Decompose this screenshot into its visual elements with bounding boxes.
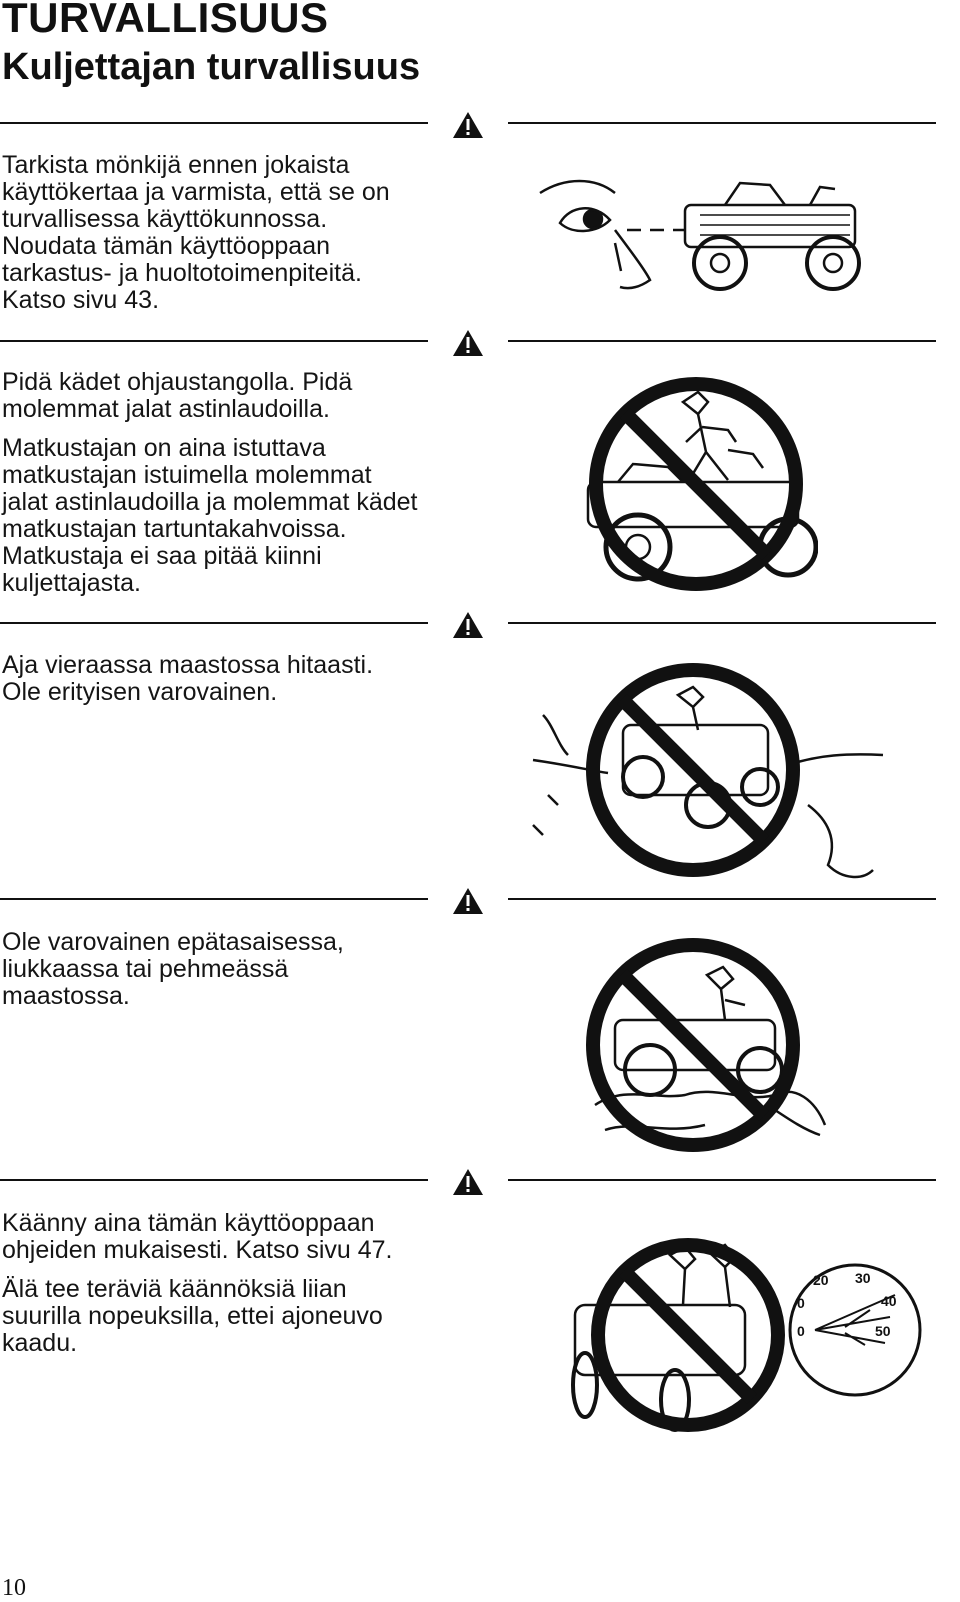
no-standing-rider-illustration [578,372,818,597]
section-divider-left [0,898,428,900]
inspect-atv-illustration [535,175,865,300]
speed-label: 0 [797,1295,805,1311]
section-divider-right [508,898,936,900]
section-2-paragraph: Matkustajan on aina istuttava matkustajan istuimella molemmat jalat astinlaudoilla ja molemmat kädet matkustajan tartuntakahvoissa. Matkustaja ei saa pitää kiinni kuljettajasta. [2,434,418,597]
section-2-paragraph: Pidä kädet ohjaustangolla. Pidä molemmat jalat astinlaudoilla. [2,368,353,423]
section-divider-right [508,622,936,624]
no-sharp-turns-illustration [565,1235,925,1435]
page-number: 10 [2,1575,26,1601]
page-subtitle: Kuljettajan turvallisuus [2,46,421,88]
section-3-paragraph: Aja vieraassa maastossa hitaasti. Ole erityisen varovainen. [2,651,374,706]
section-divider-right [508,122,936,124]
section-divider-left [0,340,428,342]
warning-triangle-icon [452,111,484,139]
section-1-paragraph: Tarkista mönkijä ennen jokaista käyttökertaa ja varmista, että se on turvallisessa käyttökunnossa. Noudata tämän käyttöoppaan tarkastus- ja huoltotoimenpiteitä. Katso sivu 43. [2,151,390,314]
section-5-paragraph: Käänny aina tämän käyttöoppaan ohjeiden mukaisesti. Katso sivu 47. [2,1209,393,1264]
speed-label: 30 [855,1270,871,1286]
warning-triangle-icon [452,329,484,357]
section-divider-left [0,1179,428,1181]
speed-label: 20 [813,1272,829,1288]
warning-triangle-icon [452,611,484,639]
section-divider-right [508,340,936,342]
no-fast-unknown-terrain-illustration [528,655,888,890]
speedometer [790,1265,920,1395]
warning-triangle-icon [452,1168,484,1196]
section-divider-right [508,1179,936,1181]
speed-label: 0 [797,1323,805,1339]
page-title: TURVALLISUUS [2,0,329,41]
section-4-paragraph: Ole varovainen epätasaisessa, liukkaassa tai pehmeässä maastossa. [2,928,344,1010]
section-divider-left [0,622,428,624]
section-divider-left [0,122,428,124]
speed-label: 50 [875,1323,891,1339]
no-rough-terrain-illustration [575,935,835,1160]
warning-triangle-icon [452,887,484,915]
speed-label: 40 [881,1293,897,1309]
section-5-paragraph: Älä tee teräviä käännöksiä liian suurilla nopeuksilla, ettei ajoneuvo kaadu. [2,1275,383,1357]
